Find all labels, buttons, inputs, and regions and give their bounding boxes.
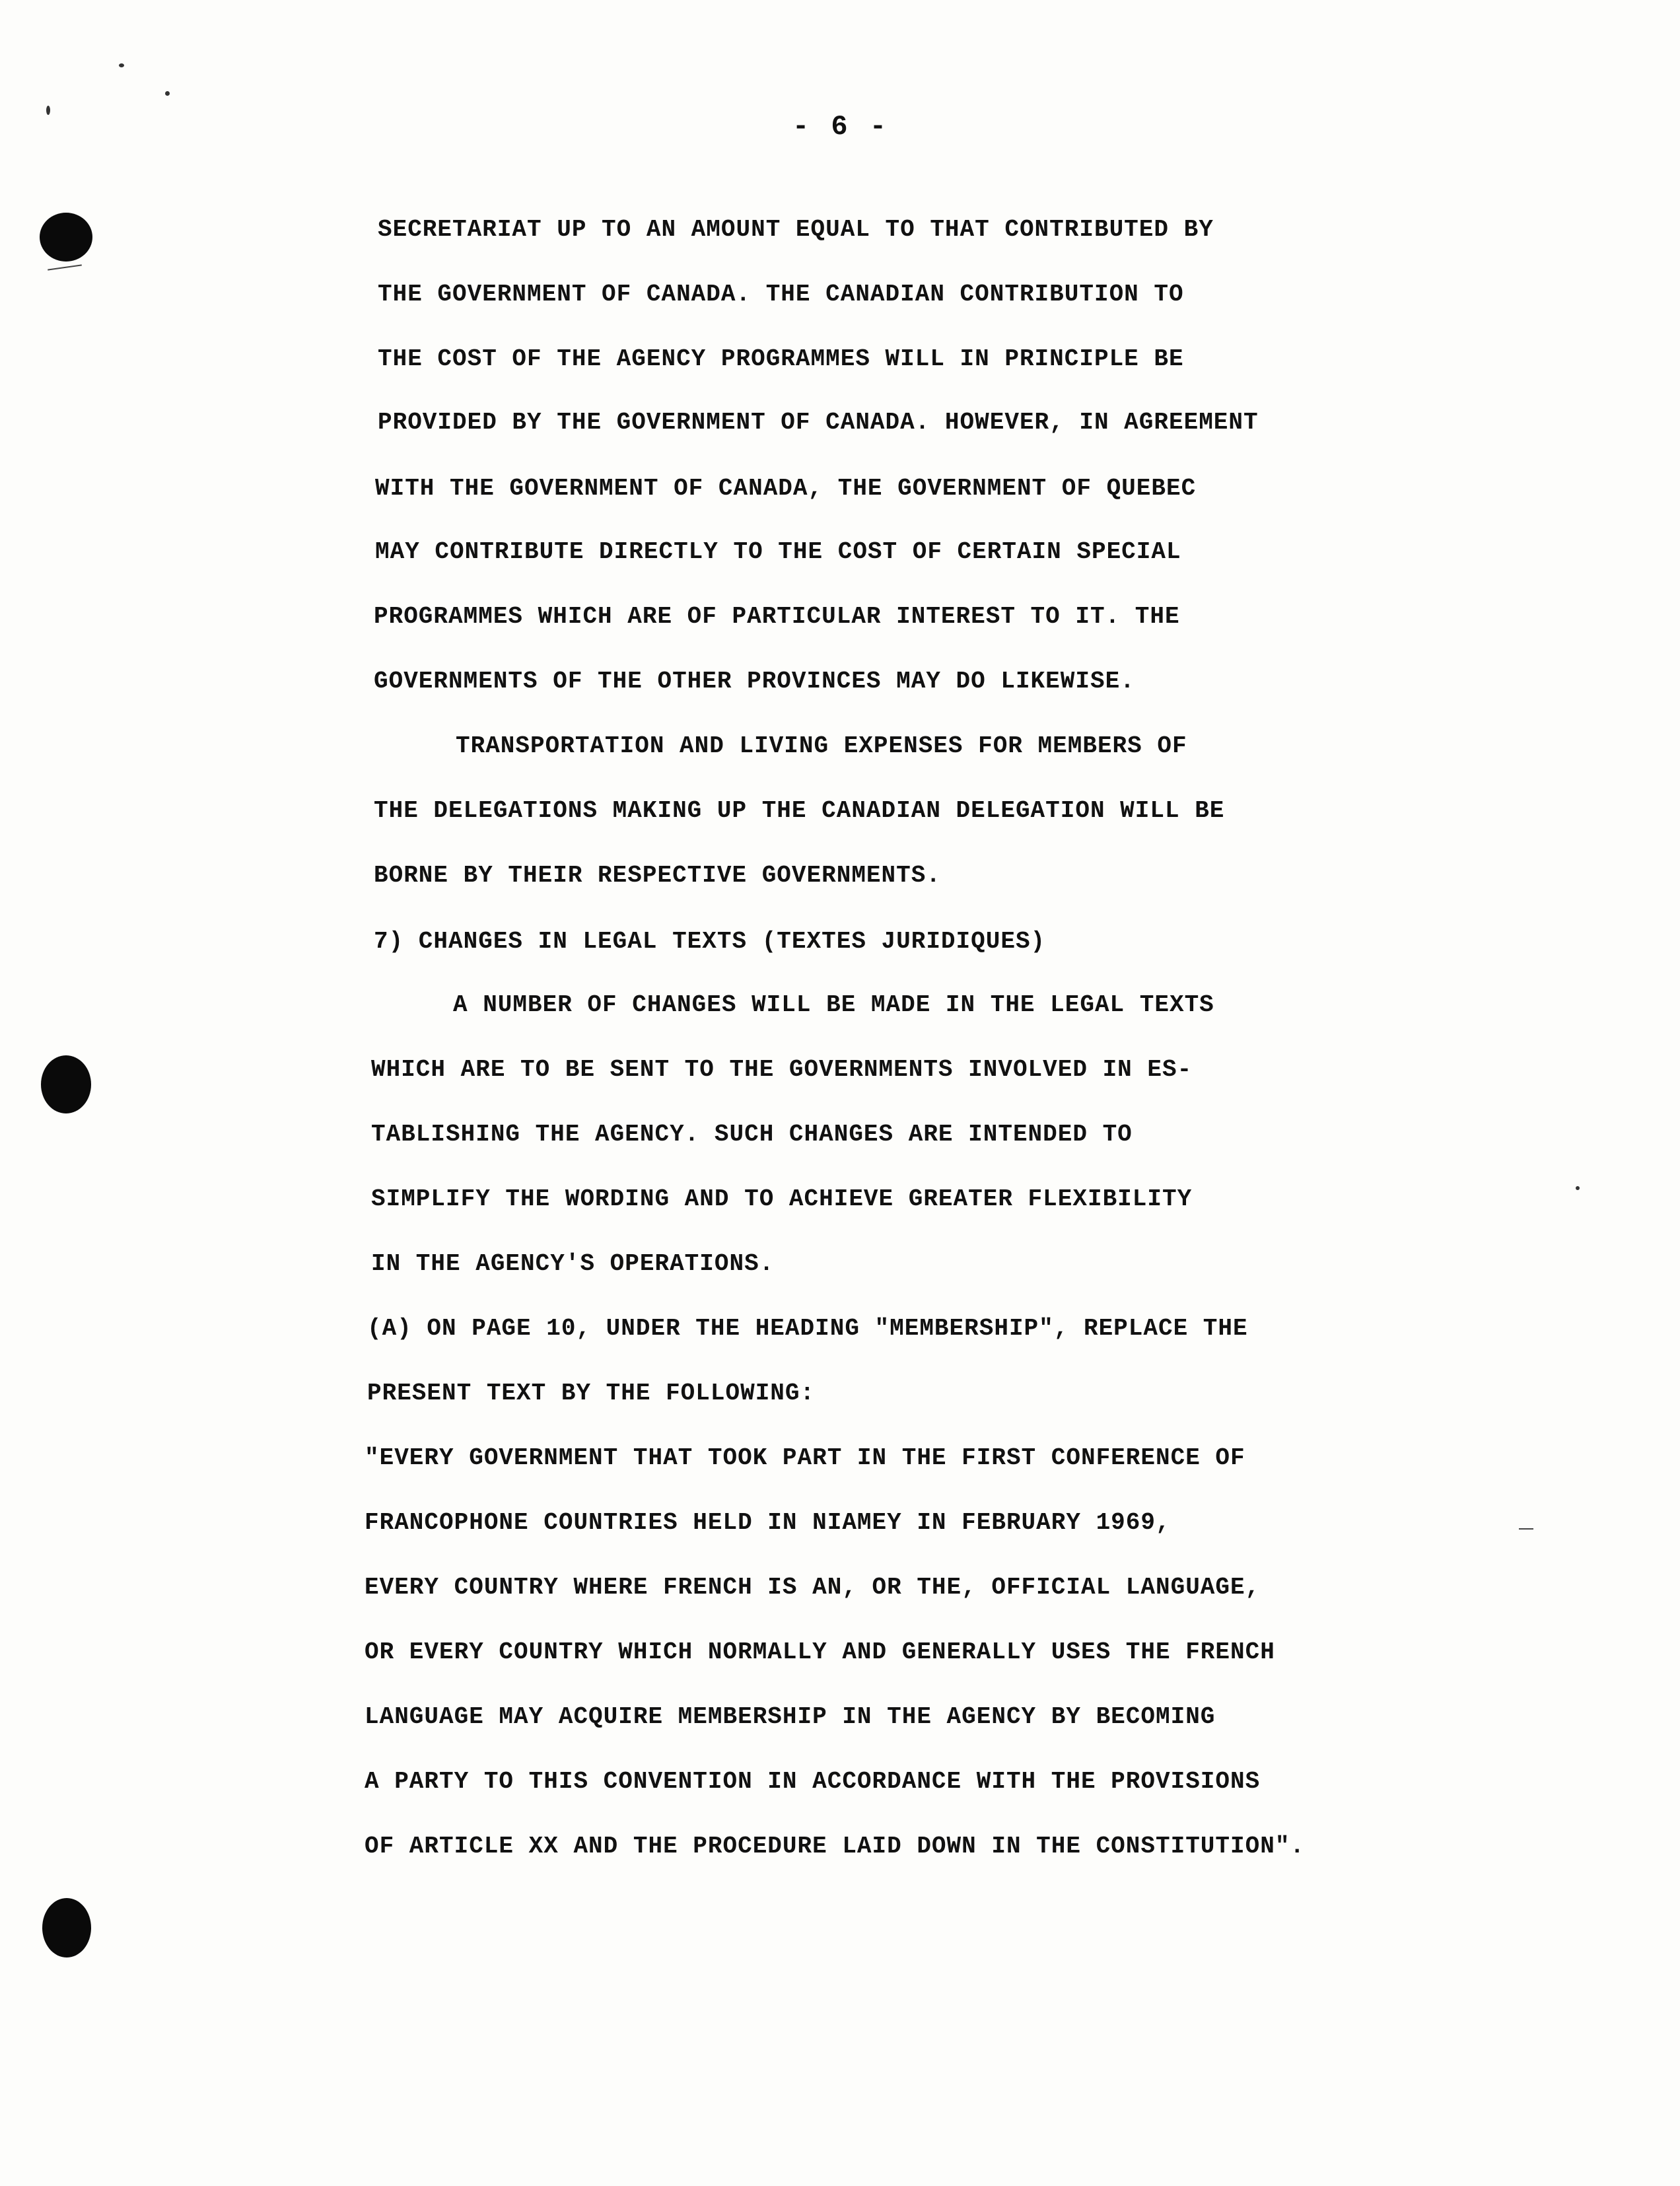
section-heading: 7) CHANGES IN LEGAL TEXTS (TEXTES JURIDIQUES) [374, 928, 1046, 955]
page-number: - 6 - [792, 111, 890, 143]
text-line: SECRETARIAT UP TO AN AMOUNT EQUAL TO THAT CONTRIBUTED BY [378, 216, 1214, 243]
quoted-text-line: OR EVERY COUNTRY WHICH NORMALLY AND GENERALLY USES THE FRENCH [365, 1639, 1275, 1666]
quoted-text-line: A PARTY TO THIS CONVENTION IN ACCORDANCE WITH THE PROVISIONS [365, 1768, 1261, 1795]
text-line: TABLISHING THE AGENCY. SUCH CHANGES ARE INTENDED TO [371, 1121, 1133, 1148]
scan-mark [48, 264, 82, 270]
text-line: WITH THE GOVERNMENT OF CANADA, THE GOVERNMENT OF QUEBEC [375, 475, 1197, 502]
text-line: THE DELEGATIONS MAKING UP THE CANADIAN DELEGATION WILL BE [374, 797, 1225, 824]
paragraph-first-line: TRANSPORTATION AND LIVING EXPENSES FOR MEMBERS OF [456, 732, 1187, 759]
scan-speck [46, 106, 50, 115]
quoted-text-line: LANGUAGE MAY ACQUIRE MEMBERSHIP IN THE AGENCY BY BECOMING [365, 1703, 1216, 1730]
text-line: PROGRAMMES WHICH ARE OF PARTICULAR INTEREST TO IT. THE [374, 603, 1180, 630]
text-line: THE COST OF THE AGENCY PROGRAMMES WILL IN PRINCIPLE BE [378, 345, 1184, 372]
scan-speck [119, 63, 124, 67]
text-line: BORNE BY THEIR RESPECTIVE GOVERNMENTS. [374, 862, 941, 889]
subsection-line: (A) ON PAGE 10, UNDER THE HEADING "MEMBERSHIP", REPLACE THE [367, 1315, 1248, 1342]
scan-mark [1519, 1528, 1533, 1530]
paragraph-first-line: A NUMBER OF CHANGES WILL BE MADE IN THE LEGAL TEXTS [453, 991, 1214, 1018]
text-line: WHICH ARE TO BE SENT TO THE GOVERNMENTS INVOLVED IN ES- [371, 1056, 1193, 1083]
punch-hole-top [40, 213, 92, 262]
text-line: PROVIDED BY THE GOVERNMENT OF CANADA. HOWEVER, IN AGREEMENT [378, 409, 1259, 436]
text-line: GOVERNMENTS OF THE OTHER PROVINCES MAY DO LIKEWISE. [374, 668, 1135, 695]
quoted-text-line: FRANCOPHONE COUNTRIES HELD IN NIAMEY IN FEBRUARY 1969, [365, 1509, 1171, 1536]
quoted-text-line: EVERY COUNTRY WHERE FRENCH IS AN, OR THE, OFFICIAL LANGUAGE, [365, 1574, 1261, 1601]
scan-speck [165, 91, 170, 96]
punch-hole-middle [41, 1055, 91, 1113]
text-line: MAY CONTRIBUTE DIRECTLY TO THE COST OF CERTAIN SPECIAL [375, 538, 1181, 565]
punch-hole-bottom [42, 1898, 91, 1957]
quoted-text-line: "EVERY GOVERNMENT THAT TOOK PART IN THE FIRST CONFERENCE OF [365, 1444, 1245, 1471]
text-line: PRESENT TEXT BY THE FOLLOWING: [367, 1380, 816, 1407]
scan-speck [1576, 1186, 1580, 1190]
text-line: SIMPLIFY THE WORDING AND TO ACHIEVE GREATER FLEXIBILITY [371, 1185, 1193, 1213]
text-line: THE GOVERNMENT OF CANADA. THE CANADIAN CONTRIBUTION TO [378, 281, 1184, 308]
quoted-text-line: OF ARTICLE XX AND THE PROCEDURE LAID DOWN IN THE CONSTITUTION". [365, 1833, 1306, 1860]
text-line: IN THE AGENCY'S OPERATIONS. [371, 1250, 775, 1277]
